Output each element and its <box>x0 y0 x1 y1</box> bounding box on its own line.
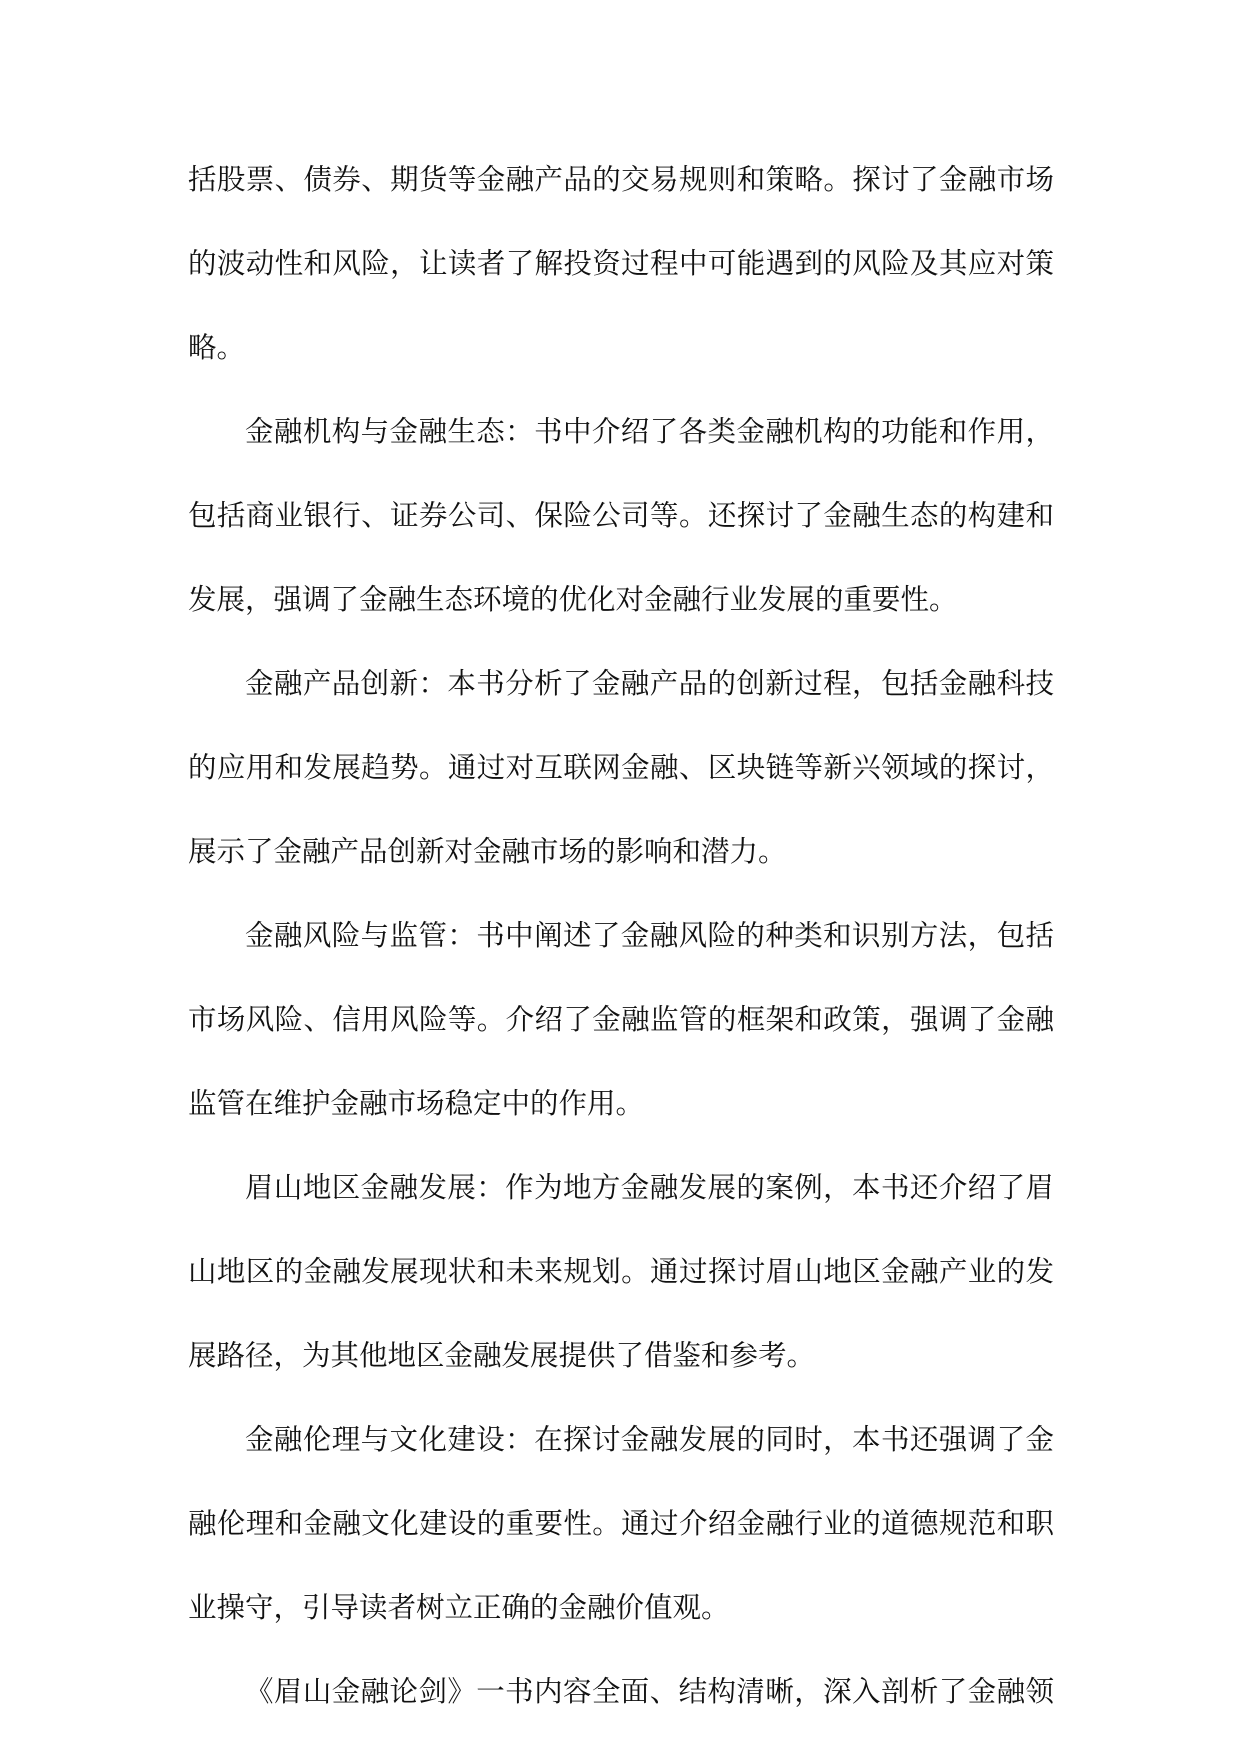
text-line-1: 括股票、债券、期货等金融产品的交易规则和策略。探讨了金融市场 <box>188 163 1054 196</box>
text-line-17: 融伦理和金融文化建设的重要性。通过介绍金融行业的道德规范和职 <box>188 1507 1054 1540</box>
text-line-6: 发展，强调了金融生态环境的优化对金融行业发展的重要性。 <box>188 583 958 616</box>
text-line-14: 山地区的金融发展现状和未来规划。通过探讨眉山地区金融产业的发 <box>188 1255 1054 1288</box>
text-line-13: 眉山地区金融发展：作为地方金融发展的案例，本书还介绍了眉 <box>245 1171 1054 1204</box>
text-line-19: 《眉山金融论剑》一书内容全面、结构清晰，深入剖析了金融领 <box>245 1675 1054 1708</box>
text-line-9: 展示了金融产品创新对金融市场的影响和潜力。 <box>188 835 787 868</box>
text-line-15: 展路径，为其他地区金融发展提供了借鉴和参考。 <box>188 1339 816 1372</box>
text-line-16: 金融伦理与文化建设：在探讨金融发展的同时，本书还强调了金 <box>245 1423 1054 1456</box>
text-line-2: 的波动性和风险，让读者了解投资过程中可能遇到的风险及其应对策 <box>188 247 1054 280</box>
text-line-7: 金融产品创新：本书分析了金融产品的创新过程，包括金融科技 <box>245 667 1054 700</box>
text-line-3: 略。 <box>188 331 246 364</box>
document-page <box>188 138 1054 1734</box>
text-line-11: 市场风险、信用风险等。介绍了金融监管的框架和政策，强调了金融 <box>188 1003 1054 1036</box>
text-line-8: 的应用和发展趋势。通过对互联网金融、区块链等新兴领域的探讨， <box>188 751 1054 784</box>
text-line-12: 监管在维护金融市场稳定中的作用。 <box>188 1087 645 1120</box>
text-line-18: 业操守，引导读者树立正确的金融价值观。 <box>188 1591 730 1624</box>
text-line-5: 包括商业银行、证券公司、保险公司等。还探讨了金融生态的构建和 <box>188 499 1054 532</box>
text-line-10: 金融风险与监管：书中阐述了金融风险的种类和识别方法，包括 <box>245 919 1054 952</box>
text-line-4: 金融机构与金融生态：书中介绍了各类金融机构的功能和作用， <box>245 415 1054 448</box>
